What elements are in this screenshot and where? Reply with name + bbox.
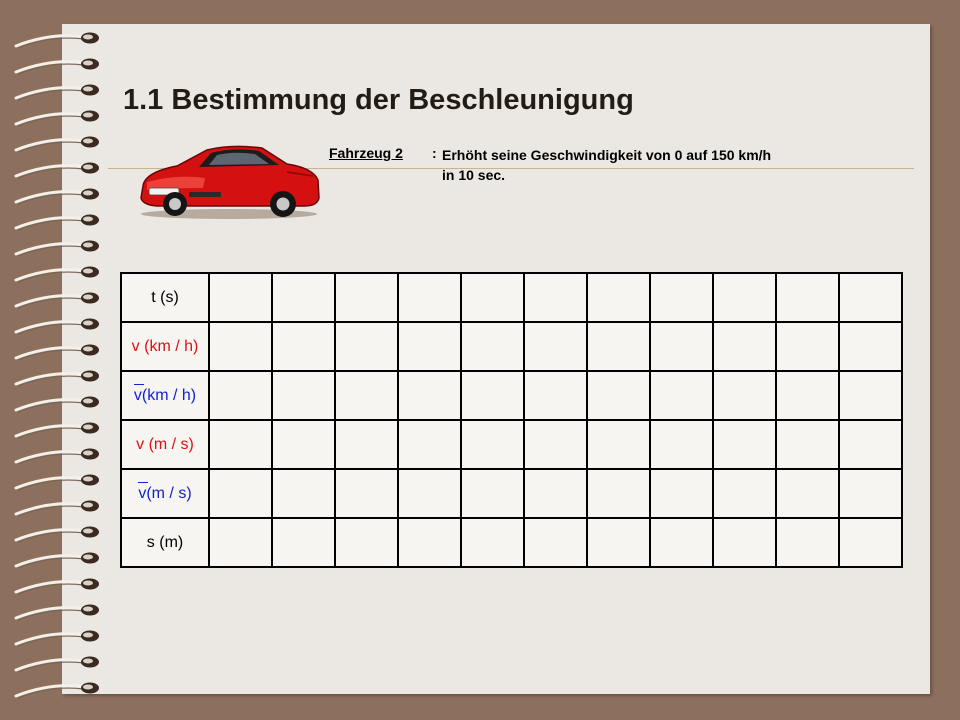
binding-hole-highlight xyxy=(83,61,93,66)
table-cell[interactable] xyxy=(461,273,524,322)
quantity-label xyxy=(136,436,194,454)
binding-hole-highlight xyxy=(83,399,93,404)
binding-hole-highlight xyxy=(83,269,93,274)
vehicle-description-line: in 10 sec. xyxy=(442,167,506,183)
binding-hole-highlight xyxy=(83,113,93,118)
quantity-label xyxy=(138,485,191,503)
table-cell[interactable] xyxy=(524,273,587,322)
table-cell[interactable] xyxy=(776,273,839,322)
row-header xyxy=(121,420,209,469)
table-cell[interactable] xyxy=(713,371,776,420)
row-header xyxy=(121,273,209,322)
binding-hole-highlight xyxy=(83,347,93,352)
table-cell[interactable] xyxy=(776,420,839,469)
table-cell[interactable] xyxy=(587,371,650,420)
table-cell[interactable] xyxy=(398,420,461,469)
table-cell[interactable] xyxy=(272,273,335,322)
table-cell[interactable] xyxy=(650,273,713,322)
quantity-label xyxy=(134,387,196,405)
table-cell[interactable] xyxy=(839,518,902,567)
table-row xyxy=(121,469,902,518)
quantity-unit: (s) xyxy=(160,288,179,306)
table-cell[interactable] xyxy=(587,469,650,518)
table-cell[interactable] xyxy=(839,420,902,469)
vehicle-description-line: Erhöht seine Geschwindigkeit von 0 auf 150 km/h xyxy=(442,147,772,163)
table-cell[interactable] xyxy=(776,518,839,567)
quantity-label xyxy=(132,338,199,356)
mean-bar xyxy=(134,384,144,385)
mean-bar xyxy=(138,482,148,483)
table-row xyxy=(121,420,902,469)
table-cell[interactable] xyxy=(650,322,713,371)
quantity-label xyxy=(151,289,179,307)
quantity-unit: (m / s) xyxy=(148,435,194,453)
table-cell[interactable] xyxy=(272,518,335,567)
binding-hole-highlight xyxy=(83,451,93,456)
quantity-unit: (km / h) xyxy=(141,386,197,404)
table-cell[interactable] xyxy=(713,469,776,518)
table-cell[interactable] xyxy=(335,322,398,371)
table-cell[interactable] xyxy=(776,322,839,371)
table-cell[interactable] xyxy=(398,518,461,567)
table-cell[interactable] xyxy=(839,469,902,518)
table-cell[interactable] xyxy=(272,469,335,518)
table-cell[interactable] xyxy=(272,420,335,469)
table-row xyxy=(121,322,902,371)
table-cell[interactable] xyxy=(335,273,398,322)
table-cell[interactable] xyxy=(587,322,650,371)
row-header xyxy=(121,518,209,567)
table-cell[interactable] xyxy=(461,371,524,420)
table-cell[interactable] xyxy=(209,322,272,371)
binding-hole-highlight xyxy=(83,165,93,170)
table-cell[interactable] xyxy=(461,322,524,371)
measurement-table xyxy=(120,272,903,568)
binding-hole-highlight xyxy=(83,529,93,534)
binding-hole-highlight xyxy=(83,217,93,222)
binding-hole-highlight xyxy=(83,503,93,508)
table-cell[interactable] xyxy=(461,420,524,469)
binding-hole-highlight xyxy=(83,321,93,326)
table-cell[interactable] xyxy=(272,371,335,420)
table-cell[interactable] xyxy=(209,469,272,518)
table-cell[interactable] xyxy=(587,518,650,567)
table-cell[interactable] xyxy=(713,322,776,371)
quantity-symbol: v xyxy=(131,337,140,355)
table-cell[interactable] xyxy=(209,420,272,469)
row-header xyxy=(121,322,209,371)
binding-hole-highlight xyxy=(83,139,93,144)
table-cell[interactable] xyxy=(524,371,587,420)
spiral-binding xyxy=(0,0,110,720)
vehicle-label-separator: : xyxy=(432,145,437,161)
table-cell[interactable] xyxy=(776,371,839,420)
table-cell[interactable] xyxy=(650,469,713,518)
binding-hole-highlight xyxy=(83,659,93,664)
table-row xyxy=(121,518,902,567)
binding-hole-highlight xyxy=(83,425,93,430)
quantity-symbol: t xyxy=(151,288,156,306)
table-cell[interactable] xyxy=(713,420,776,469)
table-cell[interactable] xyxy=(524,518,587,567)
table-cell[interactable] xyxy=(398,469,461,518)
binding-hole-highlight xyxy=(83,191,93,196)
table-cell[interactable] xyxy=(335,518,398,567)
table-cell[interactable] xyxy=(272,322,335,371)
quantity-unit: (m / s) xyxy=(146,484,192,502)
binding-hole-highlight xyxy=(83,633,93,638)
table-cell[interactable] xyxy=(398,371,461,420)
table-cell[interactable] xyxy=(713,518,776,567)
quantity-unit: (km / h) xyxy=(144,337,199,355)
quantity-symbol: v xyxy=(133,386,142,404)
binding-hole-highlight xyxy=(83,295,93,300)
binding-hole-highlight xyxy=(83,685,93,690)
red-sports-car-icon xyxy=(137,142,321,220)
binding-hole-highlight xyxy=(83,243,93,248)
table-cell[interactable] xyxy=(209,371,272,420)
binding-hole-highlight xyxy=(83,477,93,482)
vehicle-label: Fahrzeug 2 xyxy=(329,145,403,161)
table-cell[interactable] xyxy=(713,273,776,322)
table-cell[interactable] xyxy=(524,469,587,518)
table-cell[interactable] xyxy=(335,420,398,469)
binding-hole-highlight xyxy=(83,581,93,586)
table-row xyxy=(121,273,902,322)
table-cell[interactable] xyxy=(461,469,524,518)
table-cell[interactable] xyxy=(650,420,713,469)
table-cell[interactable] xyxy=(839,322,902,371)
table-cell[interactable] xyxy=(587,420,650,469)
table-cell[interactable] xyxy=(461,518,524,567)
table-cell[interactable] xyxy=(335,469,398,518)
vehicle-description xyxy=(442,145,902,185)
quantity-unit: (m) xyxy=(159,533,184,551)
binding-hole-highlight xyxy=(83,555,93,560)
quantity-symbol: s xyxy=(146,533,155,551)
quantity-symbol: v xyxy=(138,484,147,502)
table-cell[interactable] xyxy=(524,322,587,371)
binding-hole-highlight xyxy=(83,87,93,92)
row-header xyxy=(121,469,209,518)
quantity-label xyxy=(147,534,183,552)
quantity-symbol: v xyxy=(136,435,145,453)
table-cell[interactable] xyxy=(398,273,461,322)
table-cell[interactable] xyxy=(524,420,587,469)
page-title: 1.1 Bestimmung der Beschleunigung xyxy=(123,84,634,116)
table-row xyxy=(121,371,902,420)
table-cell[interactable] xyxy=(650,518,713,567)
table-cell[interactable] xyxy=(587,273,650,322)
binding-hole-highlight xyxy=(83,373,93,378)
table-cell[interactable] xyxy=(839,371,902,420)
table-cell[interactable] xyxy=(839,273,902,322)
table-cell[interactable] xyxy=(335,371,398,420)
table-cell[interactable] xyxy=(209,273,272,322)
table-cell[interactable] xyxy=(398,322,461,371)
table-cell[interactable] xyxy=(650,371,713,420)
table-cell[interactable] xyxy=(776,469,839,518)
binding-hole-highlight xyxy=(83,35,93,40)
row-header xyxy=(121,371,209,420)
table-cell[interactable] xyxy=(209,518,272,567)
binding-hole-highlight xyxy=(83,607,93,612)
